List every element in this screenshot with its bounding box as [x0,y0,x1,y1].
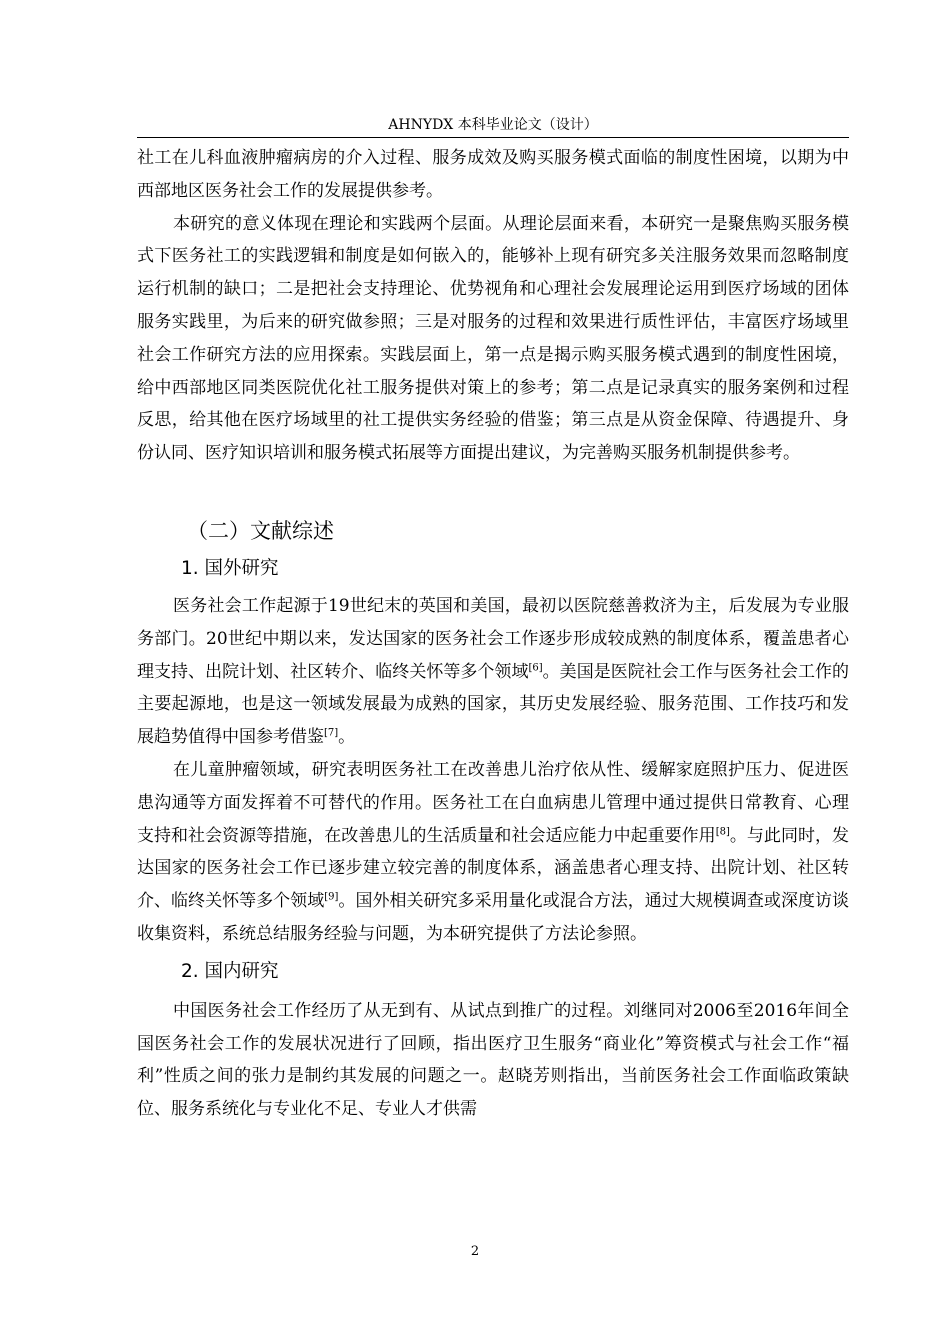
citation-8: [8] [715,825,730,837]
subheading-wrap-foreign [137,554,849,584]
subheading-wrap-domestic [137,957,849,987]
running-header: AHNYDX 本科毕业论文（设计） [388,117,598,133]
citation-9: [9] [324,891,339,903]
paragraph-significance: 本研究的意义体现在理论和实践两个层面。从理论层面来看，本研究一是聚焦购买服务模式下医务社工的实践逻辑和制度是如何嵌入的，能够补上现有研究多关注服务效果而忽略制度运行机制的缺口；二是把社会支持理论、优势视角和心理社会发展理论运用到医疗场域的团体服务实践里，为后来的研究做参照；三是对服务的过程和效果进行质性评估，丰富医疗场域里社会工作研究方法的应用探索。实践层面上，第一点是揭示购买服务模式遇到的制度性困境，给中西部地区同类医院优化社工服务提供对策上的参考；第二点是记录真实的服务案例和过程反思，给其他在医疗场域里的社工提供实务经验的借鉴；第三点是从资金保障、待遇提升、身份认同、医疗知识培训和服务模式拓展等方面提出建议，为完善购买服务机制提供参考。 [137,213,849,464]
section-heading-wrap [137,516,849,546]
page-body [137,142,849,1126]
text-run: 医务社会工作起源于19世纪末的英国和美国，最初以医院慈善救济为主，后发展为专业服务部门。20世纪中期以来，发达国家的医务社会工作逐步形成较成熟的制度体系，覆盖患者心理支持、出院计划、社区转介、临终关怀等多个领域 [137,595,849,682]
text-run: 在儿童肿瘤领域，研究表明医务社工在改善患儿治疗依从性、缓解家庭照护压力、促进医患沟通等方面发挥着不可替代的作用。医务社工在白血病患儿管理中通过提供日常教育、心理支持和社会资源等措施，在改善患儿的生活质量和社会适应能力中起重要作用 [137,759,849,846]
citation-7: [7] [324,727,339,739]
header-rule [137,137,849,138]
citation-6: [6] [528,661,543,673]
text-run: 。国外相关研究多采用量化或混合方法，通过大规模调查或深度访谈收集资料，系统总结服务经验与问题，为本研究提供了方法论参照。 [137,891,850,944]
page-number: 2 [470,1244,480,1259]
paragraph-child-oncology [137,754,849,951]
text-run: 。 [338,727,356,748]
text-run: 。与此同时，发达国家的医务社会工作已逐步建立较完善的制度体系，涵盖患者心理支持、出院计划、社区转介、临终关怀等多个领域 [137,825,850,912]
section-heading-literature-review: （二）文献综述 [187,518,334,543]
paragraph-continuation: 社工在儿科血液肿瘤病房的介入过程、服务成效及购买服务模式面临的制度性困境，以期为中西部地区医务社会工作的发展提供参考。 [137,148,849,201]
subheading-domestic-research: 2. 国内研究 [181,960,279,982]
paragraph-foreign-origin [137,590,849,754]
subheading-foreign-research: 1. 国外研究 [181,557,279,579]
text-run: 。美国是医院社会工作与医务社会工作的主要起源地，也是这一领域发展最为成熟的国家，其历史发展经验、服务范围、工作技巧和发展趋势值得中国参考借鉴 [137,661,850,748]
paragraph-domestic: 中国医务社会工作经历了从无到有、从试点到推广的过程。刘继同对2006至2016年间全国医务社会工作的发展状况进行了回顾，指出医疗卫生服务“商业化”筹资模式与社会工作“福利”性质之间的张力是制约其发展的问题之一。赵晓芳则指出，当前医务社会工作面临政策缺位、服务系统化与专业化不足、专业人才供需 [137,1000,849,1120]
